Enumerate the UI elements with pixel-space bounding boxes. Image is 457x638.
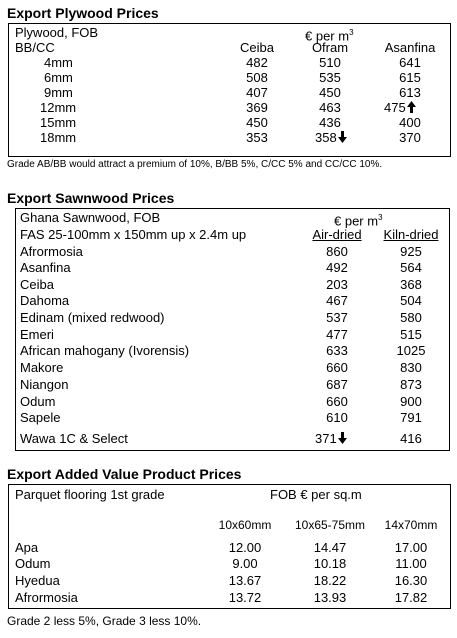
added-value-cell: 10.18 [313, 556, 347, 571]
sawnwood-title: Export Sawnwood Prices [7, 190, 175, 206]
added-value-title: Export Added Value Product Prices [7, 466, 242, 482]
plywood-cell: 482 [246, 55, 268, 70]
sawnwood-cell: 537 [326, 310, 348, 325]
sawnwood-row-label: Emeri [20, 327, 54, 342]
plywood-row-label: 12mm [40, 100, 77, 115]
arrow-down-icon [338, 432, 347, 444]
plywood-cell: 613 [399, 85, 421, 100]
plywood-cell-trend: 475 [384, 100, 416, 115]
sawnwood-col-kiln-dried: Kiln-dried [383, 227, 439, 242]
added-value-col: 10x65-75mm [294, 518, 366, 532]
added-value-unit: FOB € per sq.m [270, 487, 362, 502]
added-value-row-label: Apa [15, 540, 39, 555]
sawnwood-cell: 467 [326, 293, 348, 308]
plywood-cell: 407 [246, 85, 268, 100]
added-value-cell: 14.47 [313, 540, 347, 555]
sawnwood-cell: 515 [400, 327, 422, 342]
added-value-row-label: Odum [15, 556, 51, 571]
plywood-col-ceiba: Ceiba [240, 40, 274, 55]
sawnwood-cell: 416 [400, 431, 422, 446]
sawnwood-row-label: Dahoma [20, 293, 70, 308]
sawnwood-cell: 660 [326, 394, 348, 409]
plywood-cell: 436 [319, 115, 341, 130]
plywood-cell: 450 [246, 115, 268, 130]
sawnwood-cell: 504 [400, 293, 422, 308]
sawnwood-row-label: African mahogany (Ivorensis) [20, 343, 190, 358]
sawnwood-cell: 492 [326, 260, 348, 275]
sawnwood-cell: 660 [326, 360, 348, 375]
sawnwood-cell: 1025 [396, 343, 426, 358]
plywood-unit: € per $m^3$ [305, 28, 354, 44]
sawnwood-row-label: Asanfina [20, 260, 71, 275]
plywood-title: Export Plywood Prices [7, 5, 159, 21]
plywood-note: Grade AB/BB would attract a premium of 10%, B/BB 5%, C/CC 5% and CC/CC 10%. [7, 159, 383, 170]
sawnwood-cell: 580 [400, 310, 422, 325]
sawnwood-cell: 830 [400, 360, 422, 375]
sawnwood-row-label: Ceiba [20, 277, 54, 292]
plywood-row-label: 18mm [40, 130, 77, 145]
plywood-row-label: 15mm [40, 115, 77, 130]
plywood-cell: 641 [399, 55, 421, 70]
added-value-row-label: Hyedua [15, 573, 60, 588]
plywood-row-header: BB/CC [15, 40, 55, 55]
plywood-row-label: 9mm [44, 85, 73, 100]
plywood-cell: 369 [246, 100, 268, 115]
plywood-cell: 353 [246, 130, 268, 145]
sawnwood-row-label: Edinam (mixed redwood) [20, 310, 165, 325]
sawnwood-cell: 925 [400, 244, 422, 259]
sawnwood-subtitle: Ghana Sawnwood, FOB [20, 210, 161, 225]
sawnwood-spec: FAS 25-100mm x 150mm up x 2.4m up [20, 227, 247, 242]
sawnwood-row-label: Odum [20, 394, 56, 409]
plywood-cell: 450 [319, 85, 341, 100]
plywood-row-label: 6mm [44, 70, 73, 85]
added-value-cell: 11.00 [395, 556, 427, 571]
added-value-cell: 13.93 [313, 590, 347, 605]
sawnwood-cell: 873 [400, 377, 422, 392]
added-value-col: 10x60mm [218, 518, 272, 532]
added-value-cell: 13.72 [228, 590, 262, 605]
sawnwood-cell: 633 [326, 343, 348, 358]
sawnwood-cell: 900 [400, 394, 422, 409]
sawnwood-cell: 791 [400, 410, 422, 425]
sawnwood-cell: 860 [326, 244, 348, 259]
added-value-cell: 12.00 [228, 540, 262, 555]
plywood-cell: 508 [246, 70, 268, 85]
added-value-subtitle: Parquet flooring 1st grade [15, 487, 165, 502]
added-value-cell: 18.22 [313, 573, 347, 588]
plywood-cell: 463 [319, 100, 341, 115]
sawnwood-cell: 610 [326, 410, 348, 425]
added-value-cell: 13.67 [228, 573, 262, 588]
arrow-up-icon [407, 101, 416, 113]
sawnwood-row-label: Sapele [20, 410, 61, 425]
sawnwood-col-air-dried: Air-dried [312, 227, 362, 242]
sawnwood-row-label: Wawa 1C & Select [20, 431, 128, 446]
sawnwood-cell: 368 [400, 277, 422, 292]
plywood-col-asanfina: Asanfina [384, 40, 436, 55]
sawnwood-row-label: Makore [20, 360, 64, 375]
sawnwood-cell: 203 [326, 277, 348, 292]
added-value-col: 14x70mm [384, 518, 438, 532]
sawnwood-cell: 687 [326, 377, 348, 392]
plywood-cell: 510 [319, 55, 341, 70]
added-value-cell: 17.00 [394, 540, 428, 555]
sawnwood-row-label: Niangon [20, 377, 69, 392]
sawnwood-unit: € per $m^3$ [334, 213, 383, 229]
plywood-cell: 370 [399, 130, 421, 145]
added-value-cell: 9.00 [232, 556, 258, 571]
plywood-cell-trend: 358 [315, 130, 347, 145]
sawnwood-row-label: Afrormosia [20, 244, 83, 259]
plywood-cell: 535 [319, 70, 341, 85]
plywood-row-label: 4mm [44, 55, 73, 70]
plywood-col-ofram: Ofram [311, 40, 349, 55]
sawnwood-cell: 477 [326, 327, 348, 342]
added-value-row-label: Afrormosia [15, 590, 78, 605]
sawnwood-cell: 564 [400, 260, 422, 275]
added-value-cell: 17.82 [394, 590, 428, 605]
arrow-down-icon [338, 131, 347, 143]
plywood-cell: 400 [399, 115, 421, 130]
plywood-cell: 615 [399, 70, 421, 85]
sawnwood-cell-trend: 371 [315, 431, 347, 446]
plywood-subtitle: Plywood, FOB [15, 25, 99, 40]
added-value-cell: 16.30 [394, 573, 428, 588]
added-value-note: Grade 2 less 5%, Grade 3 less 10%. [7, 614, 202, 628]
